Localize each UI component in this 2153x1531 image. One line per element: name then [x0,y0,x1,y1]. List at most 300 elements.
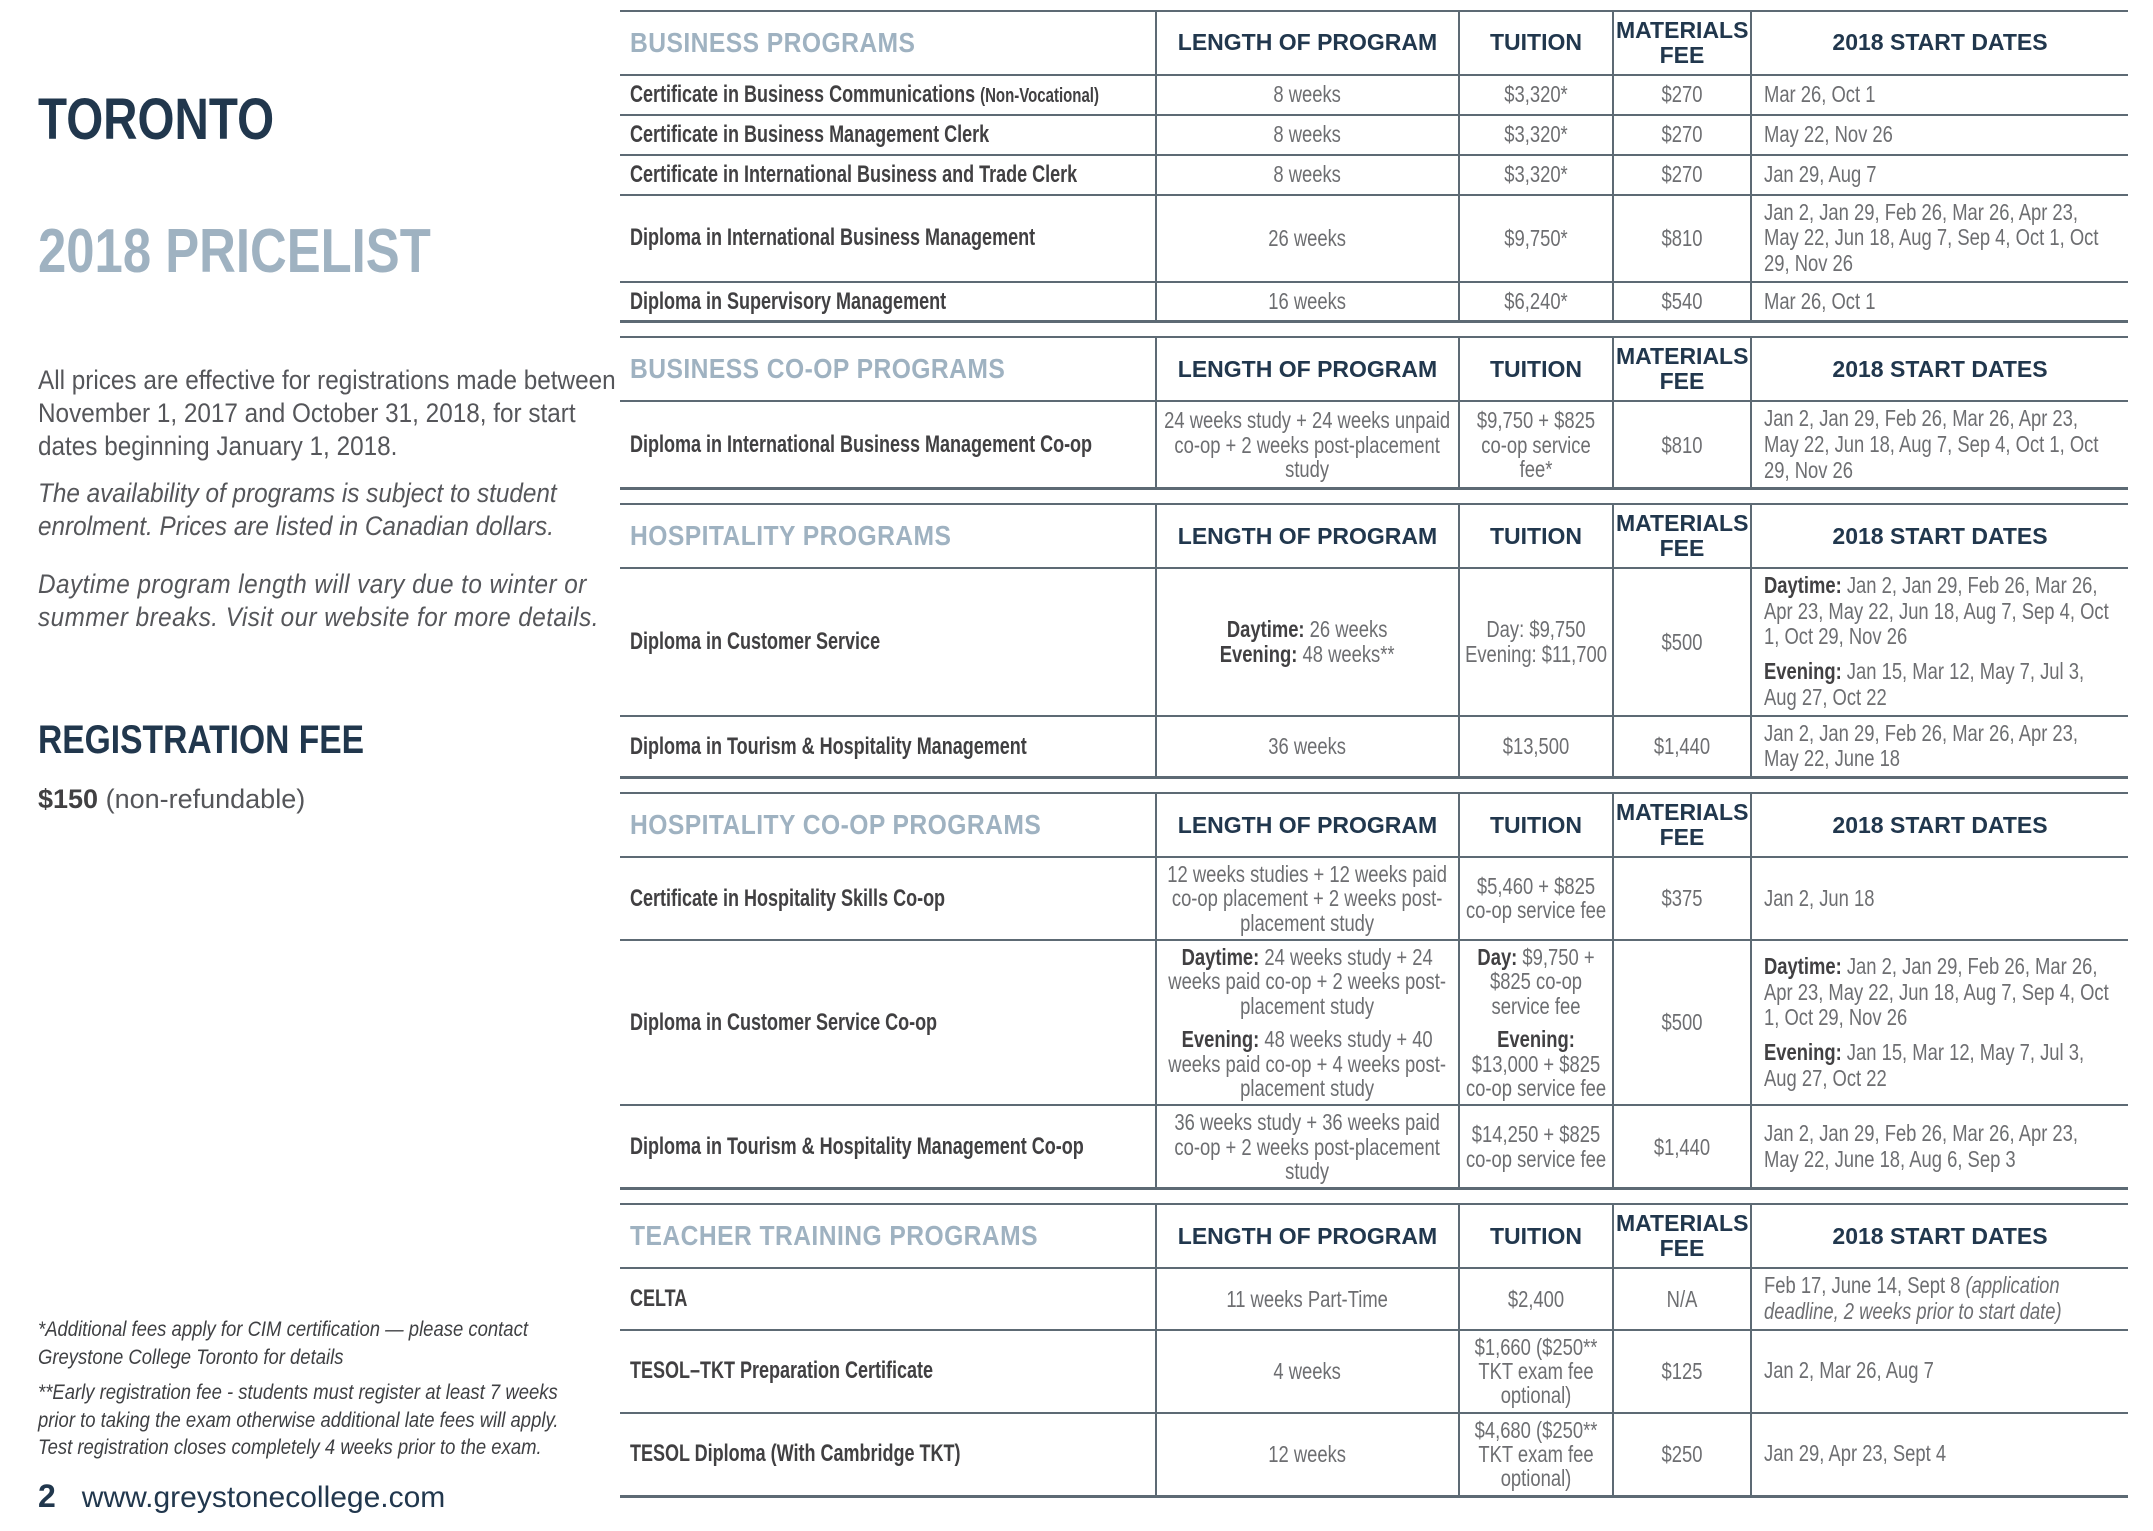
cell-text: Certificate in Hospitality Skills Co-op [630,884,946,912]
start-dates-cell [1751,155,2128,195]
pricing-table-hospitality-programs [620,503,2128,779]
tuition-cell-content [1464,1122,1608,1171]
program-tables [620,10,2128,1511]
start-dates-cell-content [1764,1121,2116,1173]
program-name-cell [620,195,1156,282]
cell-text: 11 weeks Part-Time [1226,1285,1389,1312]
materials-fee-cell [1613,401,1751,489]
materials-fee-cell [1613,155,1751,195]
program-name-cell-content [630,224,1145,252]
column-header [1459,1204,1613,1268]
cell-text: Certificate in Business Management Clerk [630,120,990,148]
column-header-label: TUITION [1490,811,1582,838]
cell-text: Day: $9,750 [1486,616,1586,643]
tuition-cell [1459,568,1613,716]
cell-text: $1,440 [1653,1133,1711,1160]
column-header [1751,1204,2128,1268]
column-header [1613,1204,1751,1268]
program-name-cell [620,401,1156,489]
length-of-program-cell [1156,75,1459,115]
start-dates-cell [1751,716,2128,778]
program-name-cell-content [630,1440,1145,1468]
program-row [620,282,2128,322]
materials-fee-cell [1613,716,1751,778]
start-dates-cell [1751,1105,2128,1189]
cell-text: $3,320* [1504,161,1568,188]
cell-text: Daytime: Jan 2, Jan 29, Feb 26, Mar 26, Apr 23, May 22, Jun 18, Aug 7, Sep 4, Oct 1, Oct 29, Nov 26 [1764,952,2109,1031]
tuition-cell [1459,716,1613,778]
program-name-cell-content [630,1357,1145,1385]
materials-fee-cell [1613,1105,1751,1189]
cell-text: 8 weeks [1273,161,1342,188]
footnote-early-registration: **Early registration fee - students must register at least 7 weeks prior to taking the exam otherwise additional late fees will apply. Test registration closes completely 4 weeks prior to the exam. [38,1381,559,1459]
length-of-program-cell-content [1161,734,1454,758]
program-row [620,1413,2128,1497]
length-of-program-cell-content [1161,945,1454,1100]
cell-text: $13,500 [1502,733,1570,760]
table-section-title-cell [620,1204,1156,1268]
column-header [1156,337,1459,401]
cell-text: $250 [1661,1441,1703,1468]
tuition-cell-content [1464,162,1608,186]
start-dates-cell [1751,1330,2128,1413]
cell-text: $270 [1661,121,1703,148]
registration-fee-line [38,784,305,815]
program-row [620,857,2128,940]
materials-fee-cell-content [1618,1442,1746,1466]
length-of-program-cell-content [1161,82,1454,106]
cell-text: $9,750* [1504,225,1568,252]
start-dates-cell-content [1764,289,2116,315]
column-header [1156,504,1459,568]
start-dates-cell-content [1764,122,2116,148]
column-header [1751,337,2128,401]
tuition-cell [1459,940,1613,1105]
cell-text: Diploma in International Business Management Co-op [630,430,1093,458]
length-of-program-cell-content [1161,1287,1454,1311]
pricing-table-business-co-op-programs [620,336,2128,490]
availability-note: The availability of programs is subject to student enrolment. Prices are listed in Canadian dollars. [38,478,557,541]
materials-fee-cell-content [1618,1287,1746,1311]
left-info-column [38,0,638,1531]
tuition-cell-content [1464,408,1608,481]
cell-text: $3,320* [1504,81,1568,108]
program-name-cell-content [630,733,1145,761]
length-of-program-cell [1156,401,1459,489]
cell-text: May 22, Nov 26 [1764,120,1893,147]
program-name-cell-content [630,121,1145,149]
cell-text: Diploma in Customer Service Co-op [630,1008,938,1036]
cell-text: $1,440 [1653,733,1711,760]
cell-text: 24 weeks study + 24 weeks unpaid co-op + 2 weeks post-placement study [1164,407,1451,482]
program-name-cell-content [630,1285,1145,1313]
cell-text: Jan 2, Jan 29, Feb 26, Mar 26, Apr 23, May 22, June 18 [1764,719,2079,772]
materials-fee-cell [1613,857,1751,940]
table-section-title: HOSPITALITY PROGRAMS [630,520,952,552]
tuition-cell [1459,401,1613,489]
cell-text: $5,460 + $825 co-op service fee [1465,873,1607,924]
cell-text: CELTA [630,1284,688,1312]
column-header [1156,1204,1459,1268]
cell-text: Certificate in International Business and Trade Clerk [630,160,1078,188]
materials-fee-cell [1613,75,1751,115]
cell-text: Mar 26, Oct 1 [1764,80,1876,107]
column-header [1459,337,1613,401]
column-header-label: 2018 START DATES [1832,29,2048,56]
start-dates-cell-content [1764,82,2116,108]
program-name-cell-content [630,288,1145,316]
materials-fee-cell-content [1618,886,1746,910]
length-of-program-cell [1156,115,1459,155]
cell-text: Daytime: Jan 2, Jan 29, Feb 26, Mar 26, Apr 23, May 22, Jun 18, Aug 7, Sep 4, Oct 1, Oct 29, Nov 26 [1764,571,2109,650]
cell-text: $2,400 [1507,1285,1565,1312]
start-dates-cell-content [1764,200,2116,277]
cell-text: $6,240* [1504,288,1568,315]
tuition-cell-content [1464,1287,1608,1311]
intro-paragraph: All prices are effective for registrations made between November 1, 2017 and October 31, 2018, for start dates beginning January 1, 2018. [38,365,616,461]
tuition-cell [1459,115,1613,155]
cell-text: 26 weeks [1268,225,1347,252]
materials-fee-cell [1613,568,1751,716]
start-dates-cell [1751,568,2128,716]
start-dates-cell [1751,940,2128,1105]
page-number: 2 [38,1478,56,1514]
page-footer [38,1478,445,1515]
materials-fee-cell-content [1618,82,1746,106]
tuition-cell [1459,282,1613,322]
website-url: www.greystonecollege.com [81,1481,446,1514]
cell-text: $270 [1661,161,1703,188]
cell-text: 36 weeks [1268,733,1347,760]
cell-text: $4,680 ($250** TKT exam fee optional) [1474,1416,1598,1492]
cell-text: $375 [1661,885,1703,912]
cell-text: Daytime: 26 weeks [1227,616,1388,643]
tuition-cell [1459,857,1613,940]
column-header [1459,504,1613,568]
column-header [1751,11,2128,75]
materials-fee-cell [1613,115,1751,155]
length-of-program-cell-content [1161,617,1454,666]
column-header-label: LENGTH OF PROGRAM [1177,1222,1438,1249]
column-header-label: 2018 START DATES [1832,1222,2048,1249]
tuition-cell [1459,195,1613,282]
materials-fee-cell-content [1618,630,1746,654]
cell-text: 8 weeks [1273,121,1342,148]
cell-text: Diploma in Tourism & Hospitality Management Co-op [630,1132,1084,1160]
length-of-program-cell [1156,1268,1459,1330]
program-name-cell [620,75,1156,115]
program-row [620,940,2128,1105]
cell-text: Diploma in Customer Service [630,627,881,655]
cell-text: Jan 2, Jan 29, Feb 26, Mar 26, Apr 23, May 22, Jun 18, Aug 7, Sep 4, Oct 1, Oct 29, Nov 26 [1764,198,2099,277]
length-of-program-cell [1156,857,1459,940]
table-section-title: HOSPITALITY CO-OP PROGRAMS [630,809,1042,841]
column-header-label: LENGTH OF PROGRAM [1177,29,1438,56]
page-title-pricelist: 2018 PRICELIST [38,217,431,286]
length-of-program-cell [1156,716,1459,778]
cell-text: Day: $9,750 + $825 co-op service fee [1477,944,1595,1019]
registration-fee-heading: REGISTRATION FEE [38,718,365,762]
program-row [620,1330,2128,1413]
column-header [1156,793,1459,857]
materials-fee-cell-content [1618,289,1746,313]
program-row [620,1105,2128,1189]
cell-text: Jan 2, Mar 26, Aug 7 [1764,1357,1934,1384]
pricing-table-hospitality-co-op-programs [620,792,2128,1190]
column-header-label: TUITION [1490,522,1582,549]
cell-text: Jan 2, Jan 29, Feb 26, Mar 26, Apr 23, May 22, June 18, Aug 6, Sep 3 [1764,1120,2079,1172]
start-dates-cell-content [1764,954,2116,1092]
cell-text: $810 [1661,225,1703,252]
length-of-program-cell-content [1161,862,1454,935]
length-of-program-cell [1156,1105,1459,1189]
start-dates-cell-content [1764,721,2116,773]
column-header-label: LENGTH OF PROGRAM [1177,355,1438,382]
tuition-cell-content [1464,226,1608,250]
column-header-label: 2018 START DATES [1832,355,2048,382]
cell-text: Evening: 48 weeks** [1220,640,1395,667]
program-name-cell [620,1330,1156,1413]
program-row [620,155,2128,195]
length-of-program-cell [1156,1413,1459,1497]
length-of-program-cell-content [1161,1110,1454,1183]
program-name-cell [620,940,1156,1105]
start-dates-cell [1751,282,2128,322]
cell-text: $270 [1661,81,1703,108]
cell-text: Evening: $11,700 [1465,640,1607,667]
column-header-label: TUITION [1490,355,1582,382]
program-row [620,195,2128,282]
start-dates-cell-content [1764,162,2116,188]
materials-fee-cell-content [1618,226,1746,250]
length-of-program-cell [1156,282,1459,322]
column-header-label: 2018 START DATES [1832,811,2048,838]
column-header-label: TUITION [1490,29,1582,56]
length-of-program-cell-content [1161,226,1454,250]
column-header-label: MATERIALS FEE [1616,1210,1749,1262]
cell-text: N/A [1666,1285,1698,1312]
cell-text: Jan 29, Apr 23, Sept 4 [1764,1440,1947,1467]
program-name-cell-content [630,431,1145,459]
length-of-program-cell-content [1161,408,1454,481]
program-name-cell-content [630,885,1145,913]
cell-text: Evening: 48 weeks study + 40 weeks paid co-op + 4 weeks post-placement study [1168,1026,1447,1101]
materials-fee-cell [1613,1268,1751,1330]
materials-fee-cell-content [1618,433,1746,457]
length-of-program-cell-content [1161,289,1454,313]
cell-text: $500 [1661,628,1703,655]
tuition-cell [1459,1268,1613,1330]
registration-fee-note: (non-refundable) [98,784,306,814]
start-dates-cell [1751,195,2128,282]
column-header-label: MATERIALS FEE [1616,799,1749,851]
column-header [1459,793,1613,857]
program-row [620,1268,2128,1330]
cell-text: Jan 29, Aug 7 [1764,160,1877,187]
start-dates-cell-content [1764,406,2116,483]
length-of-program-cell-content [1161,1359,1454,1383]
column-header-label: MATERIALS FEE [1616,17,1749,68]
start-dates-cell [1751,401,2128,489]
column-header-label: TUITION [1490,1222,1582,1249]
column-header [1613,337,1751,401]
materials-fee-cell-content [1618,162,1746,186]
cell-text: Jan 2, Jan 29, Feb 26, Mar 26, Apr 23, May 22, Jun 18, Aug 7, Sep 4, Oct 1, Oct 29, Nov 26 [1764,405,2099,483]
column-header-label: 2018 START DATES [1832,522,2048,549]
program-name-cell-content [630,161,1145,189]
tuition-cell-content [1464,1418,1608,1491]
materials-fee-cell [1613,1413,1751,1497]
cell-text: 12 weeks studies + 12 weeks paid co-op placement + 2 weeks post-placement study [1167,860,1448,936]
cell-text: 8 weeks [1273,81,1342,108]
program-name-cell-content [630,1133,1145,1161]
cell-text: Evening: Jan 15, Mar 12, May 7, Jul 3, Aug 27, Oct 22 [1764,1039,2085,1091]
registration-fee-amount: $150 [38,784,99,814]
column-header [1156,11,1459,75]
length-of-program-cell [1156,195,1459,282]
program-row [620,115,2128,155]
length-of-program-cell-content [1161,1442,1454,1466]
materials-fee-cell [1613,1330,1751,1413]
cell-text: Certificate in Business Communications (Non-Vocational) [630,80,1099,108]
program-name-cell-content [630,1009,1145,1037]
start-dates-cell [1751,1268,2128,1330]
program-name-cell-content [630,628,1145,656]
program-row [620,401,2128,489]
column-header [1751,504,2128,568]
tuition-cell [1459,1105,1613,1189]
program-name-cell [620,857,1156,940]
cell-text: TESOL Diploma (With Cambridge TKT) [630,1440,961,1468]
length-of-program-cell [1156,568,1459,716]
table-section-title: BUSINESS PROGRAMS [630,26,916,58]
length-of-program-cell [1156,940,1459,1105]
cell-text: $14,250 + $825 co-op service fee [1465,1121,1607,1172]
cell-text: Jan 2, Jun 18 [1764,884,1875,911]
table-section-title-cell [620,337,1156,401]
program-name-cell-content [630,81,1145,109]
length-of-program-cell [1156,1330,1459,1413]
cell-text: 4 weeks [1273,1357,1342,1384]
column-header-label: LENGTH OF PROGRAM [1177,811,1438,838]
cell-text: 36 weeks study + 36 weeks paid co-op + 2 weeks post-placement study [1174,1109,1441,1184]
column-header-label: LENGTH OF PROGRAM [1177,522,1438,549]
length-of-program-cell-content [1161,122,1454,146]
materials-fee-cell [1613,195,1751,282]
tuition-cell [1459,1413,1613,1497]
cell-text: $500 [1661,1009,1703,1036]
program-name-cell [620,155,1156,195]
tuition-cell-content [1464,874,1608,923]
program-name-cell [620,1105,1156,1189]
daytime-note: Daytime program length will vary due to winter or summer breaks. Visit our website for more details. [38,569,599,632]
cell-text: Diploma in Tourism & Hospitality Management [630,732,1027,760]
tuition-cell-content [1464,1335,1608,1408]
cell-text: TESOL–TKT Preparation Certificate [630,1357,934,1385]
tuition-cell-content [1464,82,1608,106]
tuition-cell-content [1464,734,1608,758]
tuition-cell-content [1464,122,1608,146]
tuition-cell-content [1464,617,1608,666]
column-header [1613,504,1751,568]
cell-text: Mar 26, Oct 1 [1764,287,1876,314]
program-name-cell [620,282,1156,322]
table-section-title: BUSINESS CO-OP PROGRAMS [630,353,1006,385]
column-header-label: MATERIALS FEE [1616,510,1749,562]
tuition-cell-content [1464,945,1608,1100]
cell-text: $9,750 + $825 co-op service fee* [1476,407,1596,482]
column-header [1459,11,1613,75]
materials-fee-cell-content [1618,1010,1746,1034]
program-name-cell [620,1413,1156,1497]
start-dates-cell-content [1764,886,2116,912]
table-section-title-cell [620,11,1156,75]
cell-text: $3,320* [1504,121,1568,148]
cell-text: 12 weeks [1268,1441,1347,1468]
page-title-location: TORONTO [38,87,275,152]
start-dates-cell [1751,115,2128,155]
cell-text: Evening: Jan 15, Mar 12, May 7, Jul 3, Aug 27, Oct 22 [1764,658,2085,710]
program-name-cell [620,568,1156,716]
cell-text: 16 weeks [1268,288,1347,315]
tuition-cell-content [1464,289,1608,313]
column-header [1751,793,2128,857]
materials-fee-cell-content [1618,1359,1746,1383]
pricing-table-teacher-training-programs [620,1203,2128,1497]
start-dates-cell-content [1764,573,2116,711]
cell-text: $810 [1661,431,1703,458]
materials-fee-cell [1613,282,1751,322]
program-name-cell [620,716,1156,778]
program-row [620,568,2128,716]
program-name-cell [620,1268,1156,1330]
program-name-cell [620,115,1156,155]
table-section-title: TEACHER TRAINING PROGRAMS [630,1220,1038,1252]
header-row [620,793,2128,857]
cell-text: Daytime: 24 weeks study + 24 weeks paid co-op + 2 weeks post-placement study [1168,944,1447,1019]
materials-fee-cell-content [1618,122,1746,146]
header-row [620,337,2128,401]
tuition-cell [1459,75,1613,115]
header-row [620,11,2128,75]
tuition-cell [1459,1330,1613,1413]
cell-text: Evening: $13,000 + $825 co-op service fee [1465,1026,1607,1101]
start-dates-cell-content [1764,1358,2116,1384]
cell-text: Diploma in International Business Management [630,224,1036,252]
header-row [620,504,2128,568]
materials-fee-cell [1613,940,1751,1105]
length-of-program-cell-content [1161,162,1454,186]
cell-text: Feb 17, June 14, Sept 8 (application deadline, 2 weeks prior to start date) [1764,1272,2062,1324]
header-row [620,1204,2128,1268]
materials-fee-cell-content [1618,734,1746,758]
start-dates-cell-content [1764,1441,2116,1467]
table-section-title-cell [620,793,1156,857]
column-header-label: MATERIALS FEE [1616,343,1749,395]
column-header [1613,793,1751,857]
start-dates-cell [1751,1413,2128,1497]
cell-text: $1,660 ($250** TKT exam fee optional) [1474,1333,1598,1409]
length-of-program-cell [1156,155,1459,195]
tuition-cell [1459,155,1613,195]
cell-text: Diploma in Supervisory Management [630,287,947,315]
footnote-cim: *Additional fees apply for CIM certification — please contact Greystone College Toronto for details [38,1318,528,1369]
start-dates-cell-content [1764,1273,2116,1325]
cell-text: $540 [1661,288,1703,315]
start-dates-cell [1751,857,2128,940]
column-header [1613,11,1751,75]
cell-text: $125 [1661,1357,1703,1384]
